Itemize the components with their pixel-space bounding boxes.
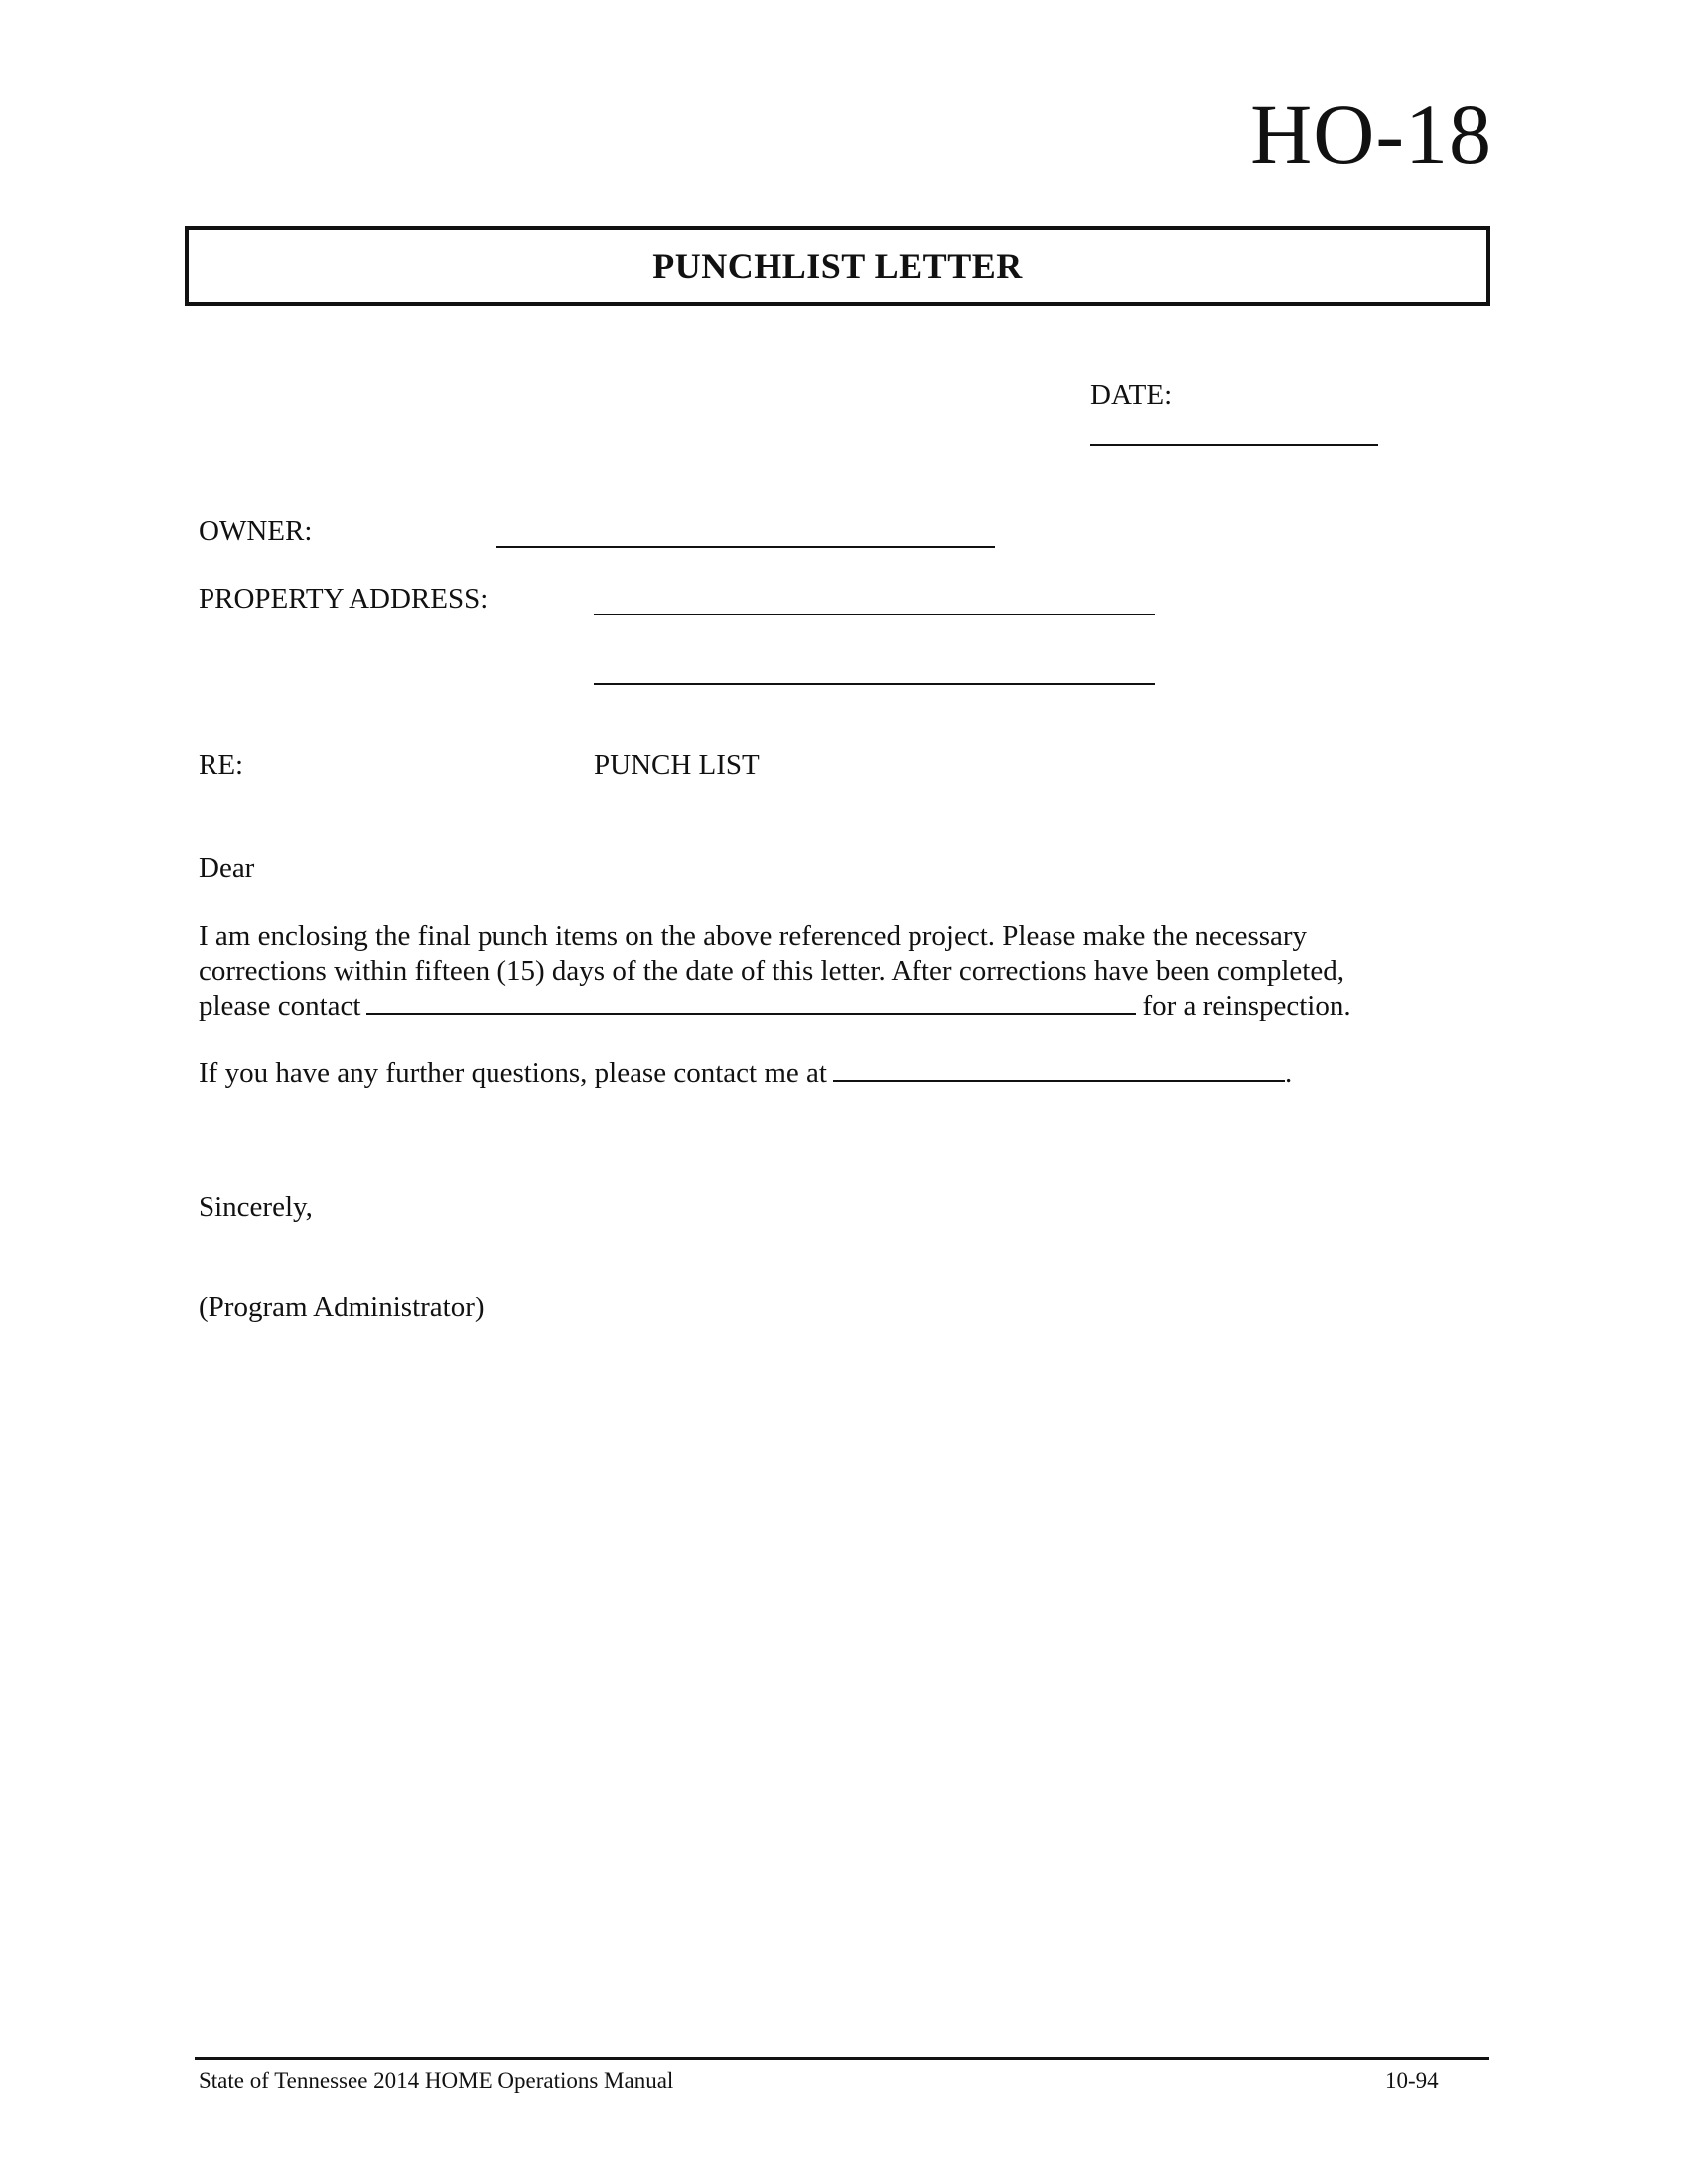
- paragraph-2-suffix: .: [1284, 1057, 1293, 1089]
- date-blank[interactable]: [1090, 444, 1378, 446]
- title-box: [185, 226, 1490, 306]
- paragraph-2-line: [199, 1056, 1292, 1091]
- closing: Sincerely,: [199, 1191, 313, 1223]
- re-label: RE:: [199, 750, 244, 781]
- paragraph-1-line-3-suffix: for a reinspection.: [1142, 990, 1351, 1022]
- contact-info-blank[interactable]: [833, 1058, 1285, 1082]
- footer-page-number: 10-94: [1385, 2068, 1439, 2093]
- owner-blank[interactable]: [496, 546, 995, 548]
- property-address-blank-line-2[interactable]: [594, 683, 1155, 685]
- property-address-label: PROPERTY ADDRESS:: [199, 583, 489, 614]
- signature-line: (Program Administrator): [199, 1292, 485, 1323]
- salutation: Dear: [199, 852, 255, 884]
- paragraph-2: [199, 1056, 1292, 1091]
- footer-divider: [195, 2057, 1489, 2060]
- paragraph-1-line-3-prefix: please contact: [199, 990, 361, 1022]
- page-title: PUNCHLIST LETTER: [652, 246, 1023, 286]
- paragraph-1-line-3: [199, 989, 1351, 1024]
- paragraph-1: [199, 919, 1351, 1024]
- paragraph-2-prefix: If you have any further questions, please contact me at: [199, 1057, 827, 1089]
- reinspection-contact-blank[interactable]: [366, 991, 1136, 1015]
- re-value: PUNCH LIST: [594, 750, 760, 781]
- paragraph-1-line-1: I am enclosing the final punch items on the above referenced project. Please make the necessary: [199, 920, 1308, 952]
- property-address-blank-line-1[interactable]: [594, 614, 1155, 615]
- paragraph-1-line-2: corrections within fifteen (15) days of the date of this letter. After corrections have been completed,: [199, 955, 1344, 987]
- owner-label: OWNER:: [199, 515, 313, 547]
- footer-manual-name: State of Tennessee 2014 HOME Operations Manual: [199, 2068, 674, 2093]
- date-label: DATE:: [1090, 379, 1173, 411]
- form-code: HO-18: [1250, 86, 1492, 182]
